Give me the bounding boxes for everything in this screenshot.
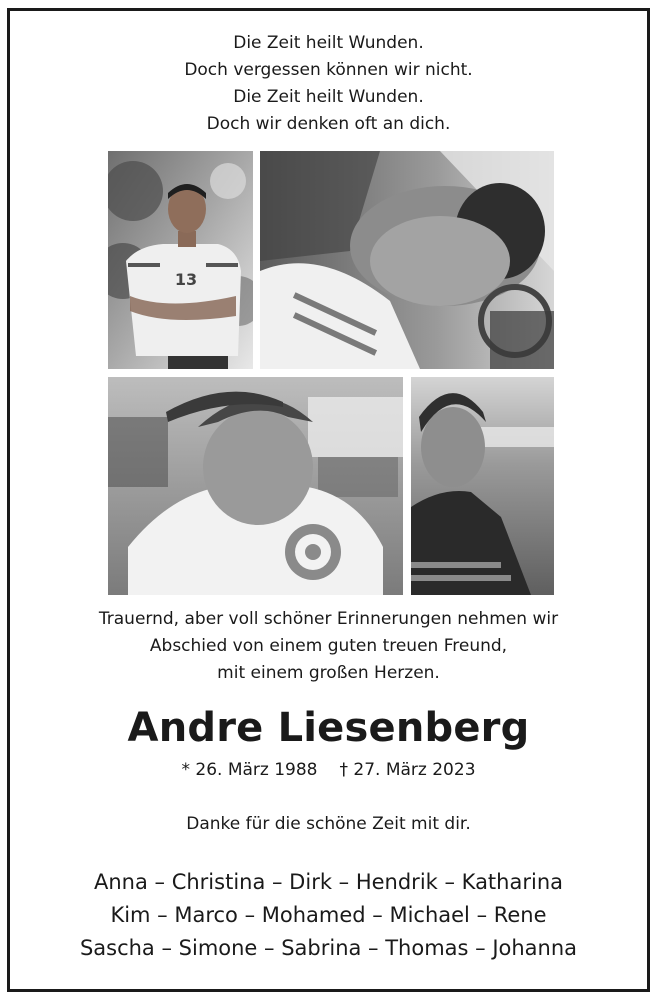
mourner-names [0, 866, 657, 965]
thanks-line: Danke für die schöne Zeit mit dir. [186, 814, 471, 834]
life-dates [0, 758, 657, 782]
farewell-line: Abschied von einem guten treuen Freund, [149, 636, 508, 656]
farewell-text [0, 606, 657, 687]
mourner-line: Kim – Marco – Mohamed – Michael – Rene [110, 903, 547, 927]
photo-man-in-cap [108, 377, 403, 595]
memorial-verse [0, 30, 657, 138]
photo-standing-portrait [108, 151, 253, 369]
farewell-line: mit einem großen Herzen. [217, 663, 440, 683]
verse-line: Die Zeit heilt Wunden. [233, 33, 424, 53]
deceased-name: Andre Liesenberg [127, 705, 530, 751]
photo-over-shoulder [411, 377, 554, 595]
photo-lying-down [260, 151, 554, 369]
mourner-line: Anna – Christina – Dirk – Hendrik – Katharina [94, 870, 563, 894]
shirt-number: 13 [174, 270, 198, 289]
verse-line: Doch wir denken oft an dich. [206, 114, 451, 134]
farewell-line: Trauernd, aber voll schöner Erinnerungen nehmen wir [98, 609, 559, 629]
birth-date: * 26. März 1988 [181, 760, 318, 780]
verse-line: Doch vergessen können wir nicht. [184, 60, 473, 80]
death-date: † 27. März 2023 [339, 760, 476, 780]
mourner-line: Sascha – Simone – Sabrina – Thomas – Johanna [79, 936, 578, 960]
verse-line: Die Zeit heilt Wunden. [233, 87, 424, 107]
